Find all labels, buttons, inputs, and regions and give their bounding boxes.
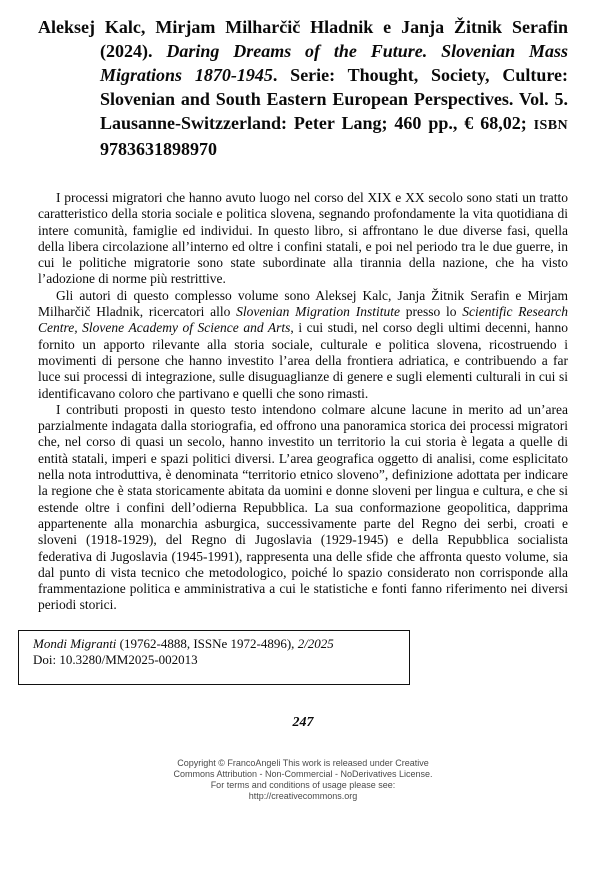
citation-heading: Aleksej Kalc, Mirjam Milharčič Hladnik e Janja Žitnik Serafin (2024). Daring Dreams of the Future. Slovenian Mass Migrations 1870-1945. Serie: Thought, Society, Culture: Slovenian and South Eastern European Perspectives. Vol. 5. Lausanne-Switzzerland: Peter Lang; 460 pp., € 68,02; ISBN 9783631898970 [38, 17, 568, 159]
journal-doi-line: Doi: 10.3280/MM2025-002013 [33, 651, 198, 667]
review-body [38, 190, 568, 614]
paragraph-1: I processi migratori che hanno avuto luogo nel corso del XIX e XX secolo sono stati un tratto caratteristico della storia sociale e politica slovena, segnando profondamente la vita quotidiana di intere comunità, famiglie ed individui. In questo libro, si affrontano le due diverse fasi, quella della libera circolazione all’interno ed oltre i confini statali, e poi nel periodo tra le due guerre, in cui le politiche migratorie sono state subordinate alla tirannia della nazione, che ha visto l’adozione di norme più restrittive. [38, 190, 568, 287]
paragraph-2: Gli autori di questo complesso volume sono Aleksej Kalc, Janja Žitnik Serafin e Mirjam Milharčič Hladnik, ricercatori allo Slovenian Migration Institute presso lo Scientific Research Centre, Slovene Academy of Science and Arts, i cui studi, nel corso degli ultimi decenni, hanno fornito un apporto rilevante alla storia sociale, culturale e politica slovena, ricostruendo i movimenti di persone che hanno investito l’area della frontiera adriatica, e contribuendo a far luce sui processi di integrazione, sulle disuguaglianze di genere e sugli elementi culturali in cui si identificavano coloro che partivano e quelli che sono rimasti. [38, 287, 568, 401]
copyright-notice: Copyright © FrancoAngeli This work is released under Creative Commons Attribution - Non-Commercial - NoDerivatives License. For terms and conditions of usage please see: http://creativecommons.org [173, 757, 433, 801]
paragraph-3: I contributi proposti in questo testo intendono colmare alcune lacune in merito ad un’area parzialmente indagata dalla storiografia, ed offrono una panoramica storica dei processi migratori che, nel corso di quasi un secolo, hanno investito un territorio la cui storia è legata a quelle di entità statali, imperi e spazi politici diversi. L’area geografica oggetto di analisi, come esplicitato nella nota introduttiva, è denominata “territorio etnico sloveno”, definizione adottata per indicare la regione che è stata storicamente abitata da uomini e donne sloveni per lingua e cultura, e che si estende oltre i confini dell’odierna Repubblica. La sua conformazione geopolitica, dapprima appartenente alla monarchia asburgica, successivamente parte del Regno dei serbi, croati e sloveni (1918-1929), del Regno di Jugoslavia (1929-1945) e della Repubblica socialista federativa di Jugoslavia (1945-1991), rappresenta una delle sfide che affronta questo volume, sia dal punto di vista tecnico che metodologico, poiché lo spazio considerato non corrisponde alla frammentazione politica e amministrativa a cui le statistiche e fonti fanno riferimento nei diversi periodi storici. [38, 401, 568, 613]
journal-issn-line: Mondi Migranti (19762-4888, ISSNe 1972-4896), 2/2025 [33, 635, 334, 651]
page-number: 247 [292, 714, 314, 730]
journal-info-box [18, 630, 410, 685]
